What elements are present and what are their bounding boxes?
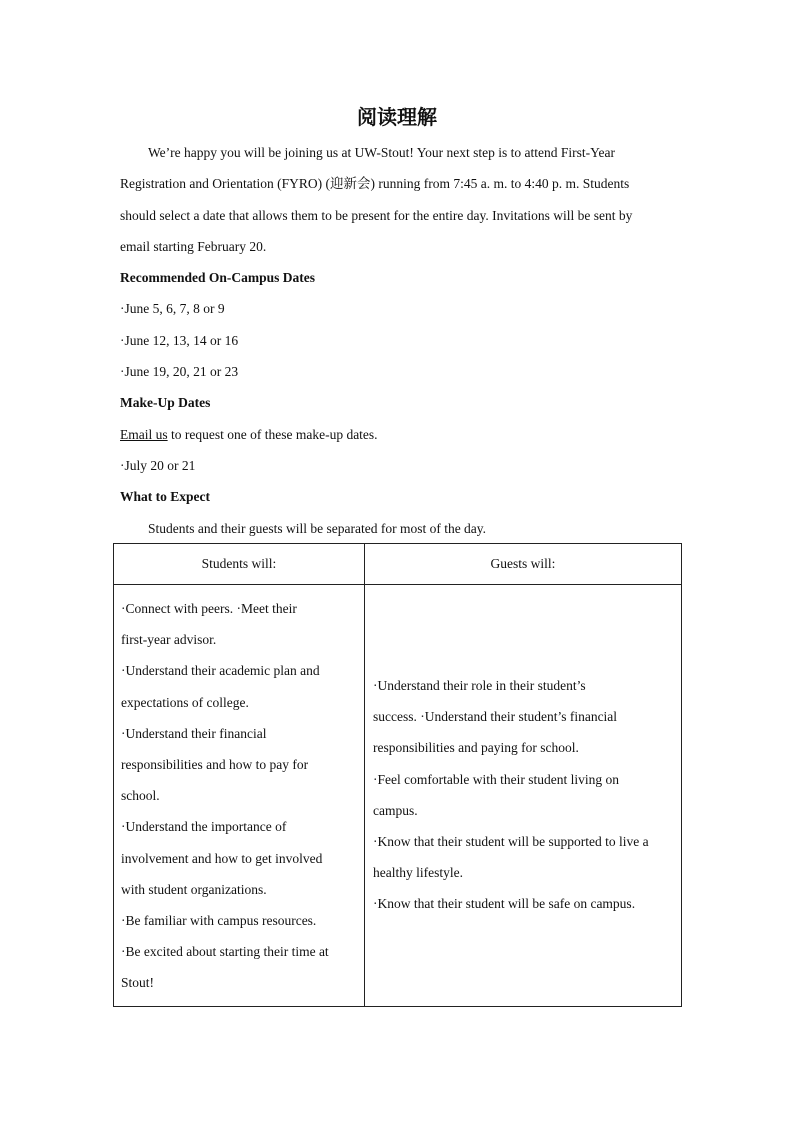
intro-line: We’re happy you will be joining us at UW-Stout! Your next step is to attend First-Year xyxy=(148,145,615,160)
makeup-instruction xyxy=(120,419,680,450)
guests-cell xyxy=(365,585,682,1007)
expectations-table xyxy=(113,543,682,1007)
recommended-date-item: ·June 5, 6, 7, 8 or 9 xyxy=(120,301,225,317)
guests-header: Guests will: xyxy=(365,544,682,585)
email-us-link[interactable]: Email us xyxy=(120,426,168,442)
students-line: ·Be excited about starting their time at xyxy=(121,944,329,960)
guests-line: responsibilities and paying for school. xyxy=(373,740,579,756)
makeup-date-item: ·July 20 or 21 xyxy=(120,457,196,473)
students-line: Stout! xyxy=(121,975,155,991)
students-line: with student organizations. xyxy=(121,881,267,897)
students-line: ·Be familiar with campus resources. xyxy=(121,913,317,929)
guests-line: healthy lifestyle. xyxy=(373,865,463,881)
recommended-dates-heading: Recommended On-Campus Dates xyxy=(120,270,315,286)
table-row xyxy=(114,585,682,1007)
students-line: responsibilities and how to pay for xyxy=(121,757,309,773)
students-line: involvement and how to get involved xyxy=(121,850,323,866)
students-header: Students will: xyxy=(114,544,365,585)
document-body xyxy=(120,137,680,544)
students-line: ·Understand their academic plan and xyxy=(121,663,320,679)
students-line: ·Understand the importance of xyxy=(121,819,287,835)
intro-line: should select a date that allows them to be present for the entire day. Invitations will be sent by xyxy=(120,207,633,223)
guests-line: ·Feel comfortable with their student living on xyxy=(373,771,619,787)
makeup-dates-heading: Make-Up Dates xyxy=(120,395,211,411)
guests-line: campus. xyxy=(373,802,418,818)
guests-line: ·Know that their student will be supported to live a xyxy=(373,834,649,850)
what-to-expect-intro: Students and their guests will be separated for most of the day. xyxy=(148,520,487,536)
what-to-expect-heading: What to Expect xyxy=(120,489,210,505)
intro-line: email starting February 20. xyxy=(120,238,267,254)
guests-line: ·Understand their role in their student’s xyxy=(373,678,586,693)
students-line: ·Understand their financial xyxy=(121,725,267,741)
students-line: ·Connect with peers. ·Meet their xyxy=(121,601,297,616)
makeup-instruction-text: to request one of these make-up dates. xyxy=(167,426,378,442)
recommended-date-item: ·June 19, 20, 21 or 23 xyxy=(120,364,239,380)
students-line: expectations of college. xyxy=(121,694,249,710)
guests-line: ·Know that their student will be safe on campus. xyxy=(373,896,636,912)
table-header-row xyxy=(114,544,682,585)
guests-line: success. ·Understand their student’s financial xyxy=(373,709,618,725)
recommended-date-item: ·June 12, 13, 14 or 16 xyxy=(120,332,239,348)
students-cell xyxy=(114,585,365,1007)
intro-line: Registration and Orientation (FYRO) (迎新会) running from 7:45 a. m. to 4:40 p. m. Students xyxy=(120,176,630,192)
page-title: 阅读理解 xyxy=(357,105,437,129)
students-line: first-year advisor. xyxy=(121,632,217,648)
students-line: school. xyxy=(121,788,160,804)
